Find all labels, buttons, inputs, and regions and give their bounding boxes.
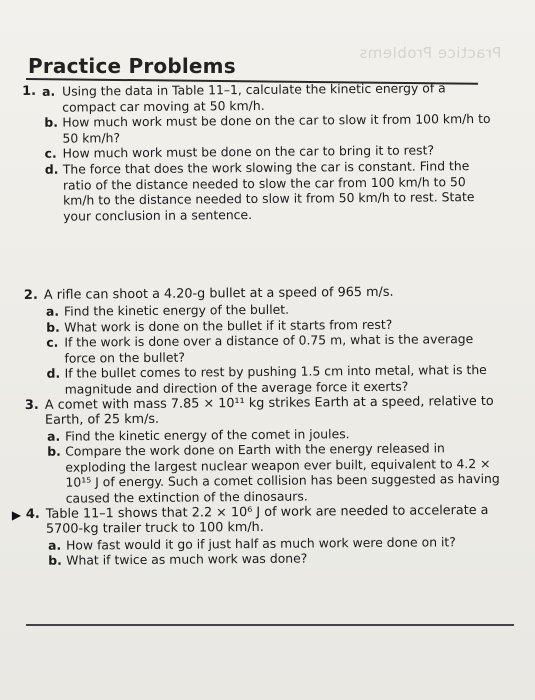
problem-2-part-d — [24, 362, 502, 397]
part-text: How fast would it go if just half as much work were done on it? — [65, 534, 456, 553]
problem-2 — [24, 284, 503, 397]
problem-3-part-b — [25, 440, 504, 507]
part-text: What work is done on the bullet if it starts from rest? — [64, 316, 393, 335]
problem-4-part-b — [26, 549, 504, 569]
problem-stem: A rifle can shoot a 4.20-g bullet at a speed of 965 m/s. — [43, 285, 394, 304]
part-letter: a. — [45, 303, 60, 319]
part-letter: b. — [46, 319, 60, 335]
bleed-through-text: Practice Problems — [358, 44, 501, 62]
problem-list — [11, 76, 504, 569]
problem-number: 3. — [24, 397, 39, 413]
part-text: The force that does the work slowing the car is constant. Find the ratio of the distance needed to slow the car from 100 km/h to 50 km/h to the distance needed to slow it from 50 km/h to rest. State your conclusion in a sentence. — [62, 158, 475, 224]
problem-3 — [25, 393, 504, 506]
part-letter: b. — [47, 443, 61, 460]
part-letter: d. — [44, 161, 59, 177]
triangle-marker-icon: ▶ — [11, 507, 22, 522]
part-text: What if twice as much work was done? — [66, 550, 308, 569]
problem-1-part-a — [22, 80, 500, 115]
part-letter: b. — [44, 114, 59, 130]
part-text: Compare the work done on Earth with the energy released in exploding the largest nuclear weapon ever built, equivalent to 4.2 × 10¹⁵ J of energy. Such a comet collision has been suggested as having caused the extinction of the dinosaurs. — [65, 440, 500, 506]
bottom-rule — [26, 624, 514, 626]
part-text: If the work is done over a distance of 0.75 m, what is the average force on the bullet? — [64, 331, 474, 366]
part-letter: a. — [47, 428, 61, 444]
part-letter: c. — [46, 334, 59, 350]
problem-number: 4. — [25, 506, 40, 522]
problem-1-part-b — [22, 111, 500, 146]
part-text: Find the kinetic energy of the comet in joules. — [65, 425, 350, 444]
problem-4 — [11, 502, 505, 569]
problem-1 — [22, 80, 501, 225]
section-title: Practice Problems — [28, 54, 236, 78]
part-text: How much work must be done on the car to bring it to rest? — [62, 142, 435, 162]
part-letter: b. — [48, 553, 62, 569]
problem-number: 1. — [22, 83, 37, 99]
part-text: Using the data in Table 11–1, calculate the kinetic energy of a compact car moving at 50 km/h. — [62, 80, 446, 115]
part-letter: d. — [46, 365, 61, 382]
part-text: How much work must be done on the car to slow it from 100 km/h to 50 km/h? — [62, 111, 491, 146]
part-text: If the bullet comes to rest by pushing 1.5 cm into metal, what is the magnitude and direction of the average force it exerts? — [64, 362, 487, 397]
problem-stem: Table 11–1 shows that 2.2 × 10⁶ J of work are needed to accelerate a 5700-kg trailer truck to 100 km/h. — [45, 502, 489, 538]
problem-2-part-c — [24, 331, 502, 366]
problem-number: 2. — [23, 288, 38, 304]
part-text: Find the kinetic energy of the bullet. — [63, 301, 290, 319]
part-letter: a. — [42, 83, 56, 99]
problem-stem: A comet with mass 7.85 × 10¹¹ kg strikes Earth at a speed, relative to Earth, of 25 km/s. — [44, 393, 494, 428]
problem-1-part-d — [23, 158, 502, 225]
part-letter: c. — [44, 146, 57, 162]
part-letter: a. — [47, 537, 62, 553]
